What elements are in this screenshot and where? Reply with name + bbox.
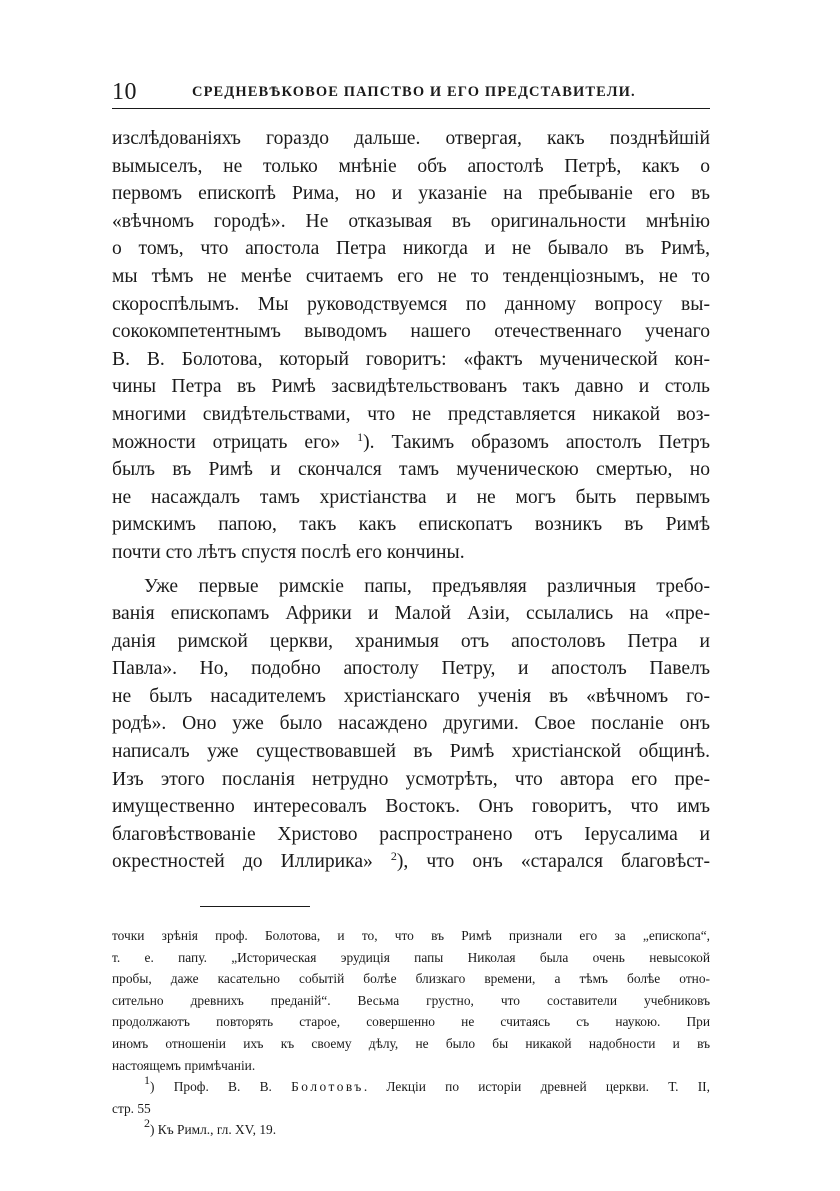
text-line: родѣ». Оно уже было насаждено другими. Свое посланіе онъ	[112, 713, 710, 735]
text-line: не насаждалъ тамъ христіанства и не могъ быть первымъ	[112, 486, 710, 508]
footnote-mark-1: 1	[357, 429, 364, 444]
text-line: чины Петра въ Римѣ засвидѣтельствованъ такъ давно и столь	[112, 376, 710, 398]
text-line: мы тѣмъ не менѣе считаемъ его не то тенденціознымъ, не то	[112, 265, 710, 287]
footnote-line: пробы, даже касательно событій болѣе близкаго времени, а тѣмъ болѣе отно-	[112, 971, 710, 987]
text-line: почти сто лѣтъ спустя послѣ его кончины.	[112, 541, 465, 563]
text-line: изслѣдованіяхъ гораздо дальше. отвергая, какъ позднѣйшій	[112, 128, 710, 149]
footnote-line: иномъ отношеніи ихъ къ своему дѣлу, не было бы никакой надобности и въ	[112, 1036, 710, 1051]
footnotes	[112, 925, 710, 1141]
main-text	[112, 125, 710, 876]
page-number: 10	[112, 79, 137, 105]
text-fragment: ). Такимъ образомъ апостолъ Петръ	[363, 431, 710, 453]
footnote-2	[112, 1116, 710, 1141]
footnote-1-mark: 1	[144, 1073, 150, 1088]
footnote-1-prefix: ) Проф. В. В.	[150, 1079, 292, 1095]
page-header	[112, 78, 710, 109]
text-line-with-footnote-1	[112, 429, 710, 457]
footnote-mark-2: 2	[390, 849, 397, 864]
text-line: Павла». Но, подобно апостолу Петру, и апостолъ Павелъ	[112, 658, 710, 680]
text-line: первомъ епископѣ Рима, но и указаніе на пребываніе его въ	[112, 183, 710, 205]
text-line: благовѣствованіе Христово распространено отъ Іерусалима и	[112, 823, 710, 845]
text-line-with-footnote-2	[112, 848, 710, 876]
text-line: многими свидѣтельствами, что не представляется никакой воз-	[112, 403, 710, 425]
text-line: Изъ этого посланія нетрудно усмотрѣть, что автора его пре-	[112, 768, 710, 790]
text-line: сококомпетентнымъ выводомъ нашего отечественнаго ученаго	[112, 321, 710, 343]
text-line: о томъ, что апостола Петра никогда и не бывало въ Римѣ,	[112, 238, 710, 260]
book-page	[112, 78, 710, 1148]
text-line: вымыселъ, не только мнѣніе объ апостолѣ Петрѣ, какъ о	[112, 155, 710, 177]
footnote-line: настоящемъ примѣчаніи.	[112, 1057, 256, 1073]
text-line: данія римской церкви, хранимыя отъ апостоловъ Петра и	[112, 630, 710, 652]
text-line: скороспѣлымъ. Мы руководствуемся по данному вопросу вы-	[112, 293, 710, 315]
text-line: былъ въ Римѣ и скончался тамъ мученическою смертью, но	[112, 459, 710, 481]
text-fragment: окрестностей до Иллирика»	[112, 851, 373, 873]
text-line: В. В. Болотова, который говоритъ: «фактъ мученической кон-	[112, 348, 710, 370]
text-line: «вѣчномъ городѣ». Не отказывая въ оригинальности мнѣнію	[112, 210, 710, 232]
text-line: Уже первые римскіе папы, предъявляя различныя требо-	[144, 575, 710, 597]
footnote-divider	[200, 906, 310, 907]
text-fragment: можности отрицать его»	[112, 431, 341, 453]
footnote-line: сительно древнихъ преданій“. Весьма грустно, что составители учебниковъ	[112, 992, 710, 1008]
text-line: имущественно интересовалъ Востокъ. Онъ говоритъ, что имъ	[112, 796, 710, 818]
text-line: написалъ уже существовавшей въ Римѣ христіанской общинѣ.	[112, 741, 710, 763]
footnote-1	[112, 1073, 710, 1098]
footnote-1-page: стр. 55	[112, 1100, 151, 1116]
running-title: СРЕДНЕВѢКОВОЕ ПАПСТВО И ЕГО ПРЕДСТАВИТЕЛИ.	[192, 84, 636, 100]
text-fragment: ), что онъ «старался благовѣст-	[396, 851, 710, 873]
footnote-2-mark: 2	[144, 1116, 150, 1131]
footnote-1-title: . Лекціи по исторіи древней церкви. Т. II,	[363, 1079, 710, 1095]
text-line: не былъ насадителемъ христіанскаго ученія въ «вѣчномъ го-	[112, 685, 710, 707]
footnote-line: продолжаютъ повторять старое, совершенно не считаясь съ наукою. При	[112, 1014, 710, 1030]
footnote-2-text: ) Къ Римл., гл. XV, 19.	[150, 1122, 277, 1138]
footnote-1-author: Болотовъ	[291, 1079, 364, 1095]
footnote-line: т. е. папу. „Историческая эрудиція папы Николая была очень невысокой	[112, 949, 710, 965]
footnote-line: точки зрѣнія проф. Болотова, и то, что въ Римѣ признали его за „епископа“,	[112, 928, 710, 944]
text-line: римскимъ папою, такъ какъ епископатъ возникъ въ Римѣ	[112, 514, 710, 536]
text-line: ванія епископамъ Африки и Малой Азіи, ссылались на «пре-	[112, 603, 710, 625]
